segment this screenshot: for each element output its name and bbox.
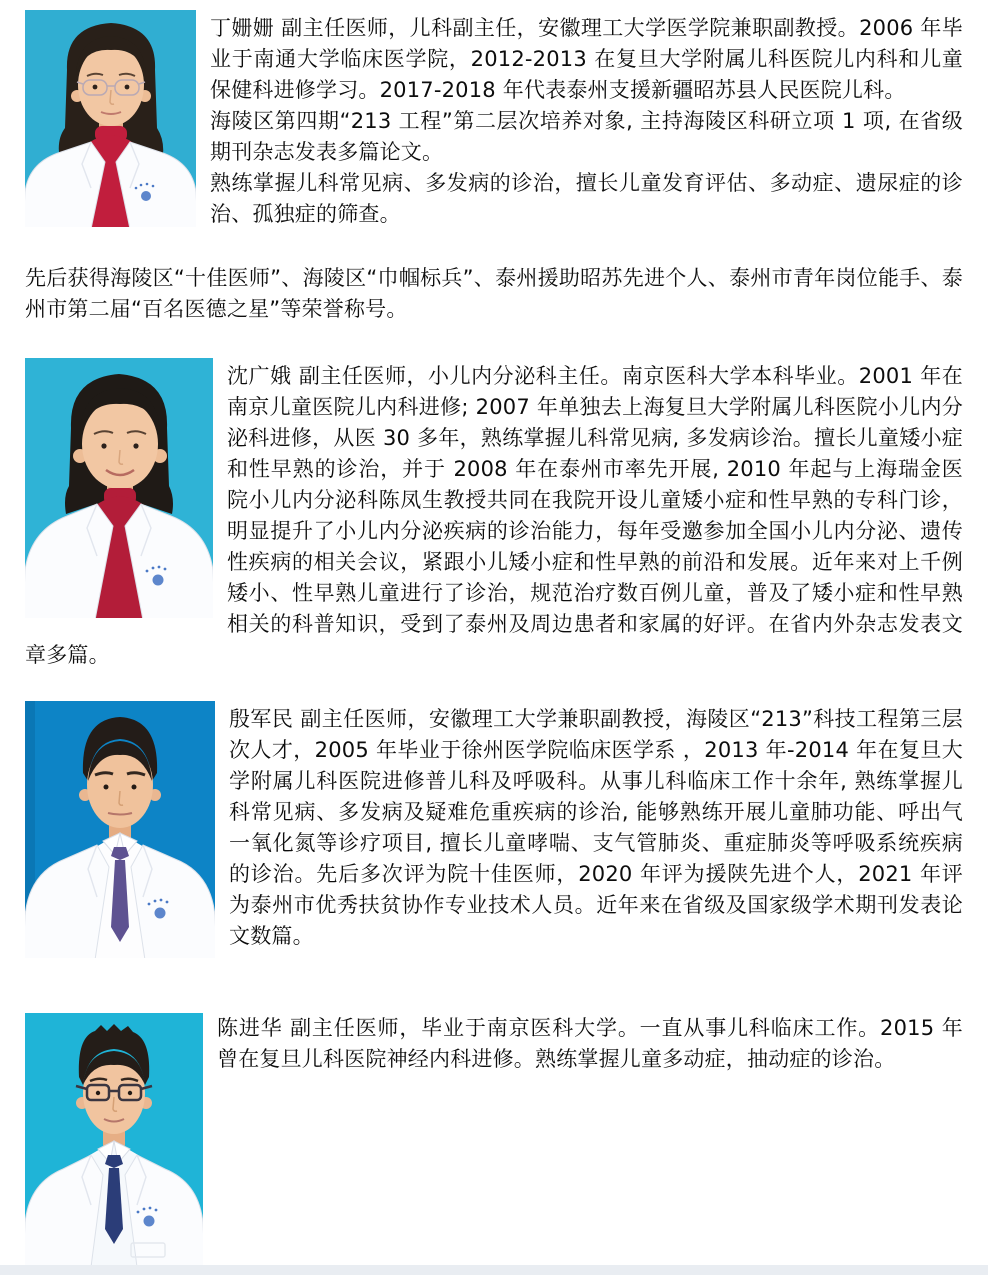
bio-paragraph: 熟练掌握儿科常见病、多发病的诊治，擅长儿童发育评估、多动症、遗尿症的诊治、孤独症的筛查。	[210, 171, 963, 226]
doctor-photo-yin-junmin	[25, 701, 215, 958]
bio-paragraph: 海陵区第四期“213 工程”第二层次培养对象, 主持海陵区科研立项 1 项, 在省级期刊杂志发表多篇论文。	[210, 109, 963, 164]
doctor-photo-shen-guange	[25, 358, 213, 618]
bio-paragraph: 陈进华 副主任医师，毕业于南京医科大学。一直从事儿科临床工作。2015 年曾在复旦儿科医院神经内科进修。熟练掌握儿童多动症，抽动症的诊治。	[217, 1016, 963, 1071]
profile-section-yin-junmin	[25, 701, 963, 958]
bottom-strip	[0, 1265, 988, 1275]
bio-paragraph: 殷军民 副主任医师，安徽理工大学兼职副教授，海陵区“213”科技工程第三层次人才，2005 年毕业于徐州医学院临床医学系 ，2013 年-2014 年在复旦大学附属儿科医院进修普儿科及呼吸科。从事儿科临床工作十余年, 熟练掌握儿科常见病、多发病及疑难危重疾病的诊治, 能够熟练开展儿童肺功能、呼出气一氧化氮等诊疗项目, 擅长儿童哮喘、支气管肺炎、重症肺炎等呼吸系统疾病的诊治。先后多次评为院十佳医师，2020 年评为援陕先进个人，2021 年评为泰州市优秀扶贫协作专业技术人员。近年来在省级及国家级学术期刊发表论文数篇。	[229, 707, 963, 948]
bio-paragraph-honors: 先后获得海陵区“十佳医师”、海陵区“巾帼标兵”、泰州援助昭苏先进个人、泰州市青年岗位能手、泰州市第二届“百名医德之星”等荣誉称号。	[25, 266, 963, 321]
doctor-photo-ding-shanshan	[25, 10, 196, 227]
doctor-photo-chen-jinhua	[25, 1013, 203, 1265]
bio-paragraph: 沈广娥 副主任医师，小儿内分泌科主任。南京医科大学本科毕业。2001 年在南京儿童医院儿内科进修; 2007 年单独去上海复旦大学附属儿科医院小儿内分泌科进修，从医 30 多年，熟练掌握儿科常见病, 多发病诊治。擅长儿童矮小症和性早熟的诊治，并于 2008 年在泰州市率先开展, 2010 年起与上海瑞金医院小儿内分泌科陈凤生教授共同在我院开设儿童矮小症和性早熟的专科门诊，明显提升了小儿内分泌疾病的诊治能力，每年受邀参加全国小儿内分泌、遗传性疾病的相关会议，紧跟小儿矮小症和性早熟的前沿和发展。近年来对上千例矮小、性早熟儿童进行了诊治，规范治疗数百例儿童，普及了矮小症和性早熟相关的科普知识，受到了泰州及周边患者和家属的好评。在省内外杂志发表文章多篇。	[25, 364, 963, 667]
profile-section-chen-jinhua	[25, 1013, 963, 1265]
profile-section-ding-shanshan	[25, 10, 963, 325]
profile-section-shen-guange	[25, 358, 963, 671]
bio-paragraph: 丁姗姗 副主任医师，儿科副主任，安徽理工大学医学院兼职副教授。2006 年毕业于南通大学临床医学院，2012-2013 在复旦大学附属儿科医院儿内科和儿童保健科进修学习。2017-2018 年代表泰州支援新疆昭苏县人民医院儿科。	[210, 16, 963, 102]
